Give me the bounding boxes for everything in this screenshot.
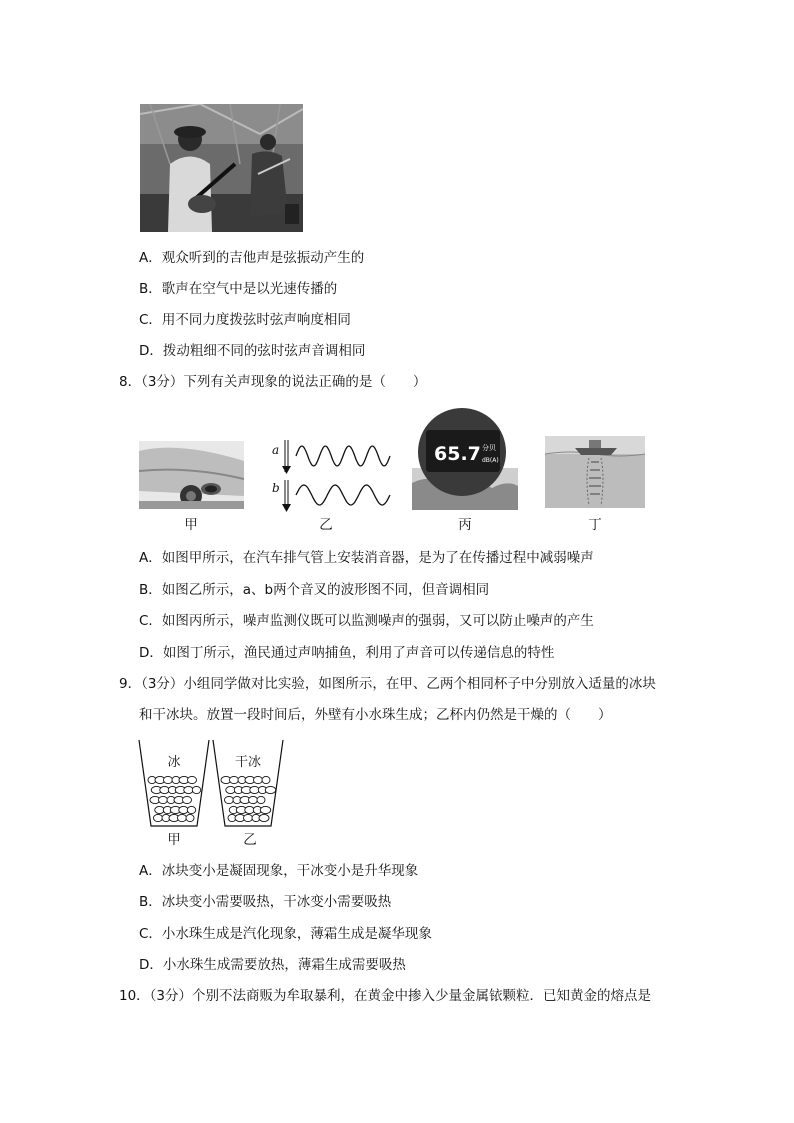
q7-option-b: B．歌声在空气中是以光速传播的 [139,281,338,297]
q8-option-b: B．如图乙所示，a、b两个音叉的波形图不同，但音调相同 [139,582,490,598]
monitor-unit-1: 分贝 [482,444,496,452]
noise-monitor-figure [412,408,518,510]
q9-option-a: A．冰块变小是凝固现象，干冰变小是升华现象 [139,863,419,879]
ice-cube [183,796,192,803]
q8-option-c: C．如图丙所示，噪声监测仪既可以监测噪声的强弱，又可以防止噪声的产生 [139,613,594,629]
q10-stem-line1: 10．（3分）个别不法商贩为牟取暴利，在黄金中掺入少量金属铱颗粒．已知黄金的熔点是 [119,988,652,1004]
ice-cube [188,776,197,783]
caption-ding: 丁 [588,517,602,533]
q7-option-a: A．观众听到的吉他声是弦振动产生的 [139,250,365,266]
car-exhaust-figure [139,441,244,509]
ice-cube [265,786,276,793]
ice-cubes [148,776,201,821]
dry-ice-cubes [221,776,276,821]
fork-label-b: b [272,481,280,495]
ice-cube [186,814,194,821]
ice-cube [159,796,168,803]
ice-cube [244,814,253,821]
concert-photo [140,104,303,232]
ice-cube [254,776,263,783]
cup-label-dry-ice: 干冰 [234,755,262,770]
monitor-unit-2: dB(A) [482,457,499,464]
q9-option-d: D．小水珠生成需要放热，薄霜生成需要吸热 [139,957,406,973]
ice-cube [230,776,239,783]
ice-cube [187,806,196,813]
ice-cube [249,796,258,803]
q7-option-c: C．用不同力度拨弦时弦声响度相同 [139,312,351,328]
waveform-a [296,446,390,466]
cups-figure [137,738,287,830]
ice-cube [259,814,269,821]
ice-cube [257,796,265,803]
sonar-fishing-figure [545,436,645,508]
q9-option-c: C．小水珠生成是汽化现象，薄霜生成是凝华现象 [139,926,432,942]
q9-option-b: B．冰块变小需要吸热，干冰变小需要吸热 [139,894,392,910]
q9-stem-line1: 9．（3分）小组同学做对比实验，如图所示，在甲、乙两个相同杯子中分别放入适量的冰块 [119,676,656,692]
cup-caption-jia: 甲 [167,832,181,848]
cup-label-ice: 冰 [167,755,181,770]
ice-cube [260,806,271,813]
ice-cube [225,796,234,803]
q8-stem: 8．（3分）下列有关声现象的说法正确的是（ ） [119,374,427,390]
caption-jia: 甲 [184,517,198,533]
q9-stem-line2: 和干冰块。放置一段时间后，外壁有小水珠生成；乙杯内仍然是干燥的（ ） [139,707,612,723]
caption-bing: 丙 [458,517,472,533]
ice-cube [262,776,270,783]
monitor-reading: 65.7 [434,443,481,465]
waveform-figure [268,438,398,514]
ice-cube [164,776,173,783]
q7-option-d: D．拨动粗细不同的弦时弦声音调相同 [139,343,366,359]
q8-option-d: D．如图丁所示，渔民通过声呐捕鱼，利用了声音可以传递信息的特性 [139,645,555,661]
ice-cube [192,786,201,793]
ice-cube [178,814,187,821]
ice-cube [154,814,163,821]
q8-option-a: A．如图甲所示，在汽车排气管上安装消音器，是为了在传播过程中减弱噪声 [139,550,594,566]
caption-yi: 乙 [319,517,333,533]
fork-label-a: a [272,443,280,457]
waveform-b [296,485,390,505]
cup-caption-yi: 乙 [243,832,257,848]
